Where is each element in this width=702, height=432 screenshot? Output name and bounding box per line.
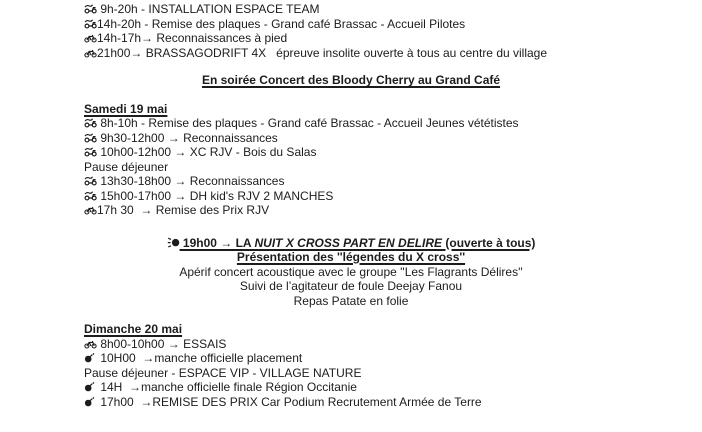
concert-banner-text: En soirée Concert des Bloody Cherry au Grand Café <box>201 73 501 87</box>
schedule-line <box>84 46 702 61</box>
schedule-text: 14h-20h - Remise des plaques - Grand café Brassac - Accueil Pilotes <box>97 16 466 31</box>
schedule-text: 21h00→ BRASSAGODRIFT 4X épreuve insolite ouverte à tous au centre du village <box>97 45 548 60</box>
motorbike-icon <box>84 3 97 14</box>
motorbike-icon <box>84 18 97 29</box>
schedule-line <box>84 351 702 366</box>
presentation-line <box>0 250 702 265</box>
sunday-title: Dimanche 20 mai <box>84 322 183 336</box>
night-xcross-suffix: (ouverte à tous) <box>442 235 536 250</box>
schedule-line <box>84 189 702 204</box>
schedule-text: 9h-20h - INSTALLATION ESPACE TEAM <box>97 2 320 16</box>
bicycle-icon <box>84 204 97 215</box>
schedule-line <box>84 174 702 189</box>
schedule-line <box>84 17 702 32</box>
schedule-line <box>84 116 702 131</box>
schedule-line <box>84 380 702 395</box>
bomb-icon <box>84 352 97 363</box>
schedule-text: 8h00-10h00 → ESSAIS <box>97 336 227 351</box>
bicycle-icon <box>84 32 97 43</box>
schedule-line <box>84 337 702 352</box>
party-icon <box>167 237 180 248</box>
saturday-title: Samedi 19 mai <box>84 101 168 116</box>
schedule-text: 9h30-12h00 → Reconnaissances <box>97 130 278 145</box>
schedule-text: Pause déjeuner <box>84 159 169 174</box>
repas-line: Repas Patate en folie <box>293 293 409 308</box>
schedule-line <box>84 203 702 218</box>
aperitif-line: Apérif concert acoustique avec le groupe ''Les Flagrants Délires'' <box>179 264 523 279</box>
schedule-text: 13h30-18h00 → Reconnaissances <box>97 174 285 188</box>
bomb-icon <box>84 396 97 407</box>
saturday-section <box>0 101 702 218</box>
bicycle-icon <box>84 338 97 349</box>
night-xcross-underlined <box>167 236 536 250</box>
schedule-text: 17h 30 → Remise des Prix RJV <box>97 203 270 217</box>
schedule-text: 14h-17h→ Reconnaissances à pied <box>97 31 288 45</box>
motorbike-icon <box>84 117 97 128</box>
schedule-line <box>84 2 702 17</box>
bicycle-icon <box>84 47 97 58</box>
schedule-line <box>84 395 702 410</box>
friday-section <box>0 2 702 60</box>
schedule-text: 8h-10h - Remise des plaques - Grand café Brassac - Accueil Jeunes vététistes <box>97 116 519 130</box>
schedule-line <box>84 31 702 46</box>
schedule-line <box>84 145 702 160</box>
night-xcross-line <box>0 236 702 251</box>
night-xcross-title: NUIT X CROSS PART EN DELIRE <box>254 235 443 250</box>
sunday-section <box>0 322 702 409</box>
deejay-line: Suivi de l’agitateur de foule Deejay Fanou <box>239 279 463 293</box>
evening-section <box>0 218 702 323</box>
motorbike-icon <box>84 175 97 186</box>
schedule-text: 10h00-12h00 → XC RJV - Bois du Salas <box>97 145 317 159</box>
night-xcross-prefix: 19h00 → LA <box>179 235 255 250</box>
motorbike-icon <box>84 190 97 201</box>
schedule-text: 15h00-17h00 → DH kid's RJV 2 MANCHES <box>97 188 334 203</box>
bomb-icon <box>84 381 97 392</box>
concert-banner <box>0 60 702 101</box>
schedule-text: Pause déjeuner - ESPACE VIP - VILLAGE NATURE <box>84 365 362 380</box>
schedule-text: 14H →manche officielle finale Région Occitanie <box>97 380 357 394</box>
schedule-text: 17h00 →REMISE DES PRIX Car Podium Recrutement Armée de Terre <box>97 394 482 409</box>
schedule-line <box>84 366 702 381</box>
motorbike-icon <box>84 132 97 143</box>
presentation-text: Présentation des ''légendes du X cross'' <box>236 250 466 264</box>
schedule-text: 10H00 →manche officielle placement <box>97 351 303 365</box>
schedule-line <box>84 131 702 146</box>
motorbike-icon <box>84 146 97 157</box>
schedule-line <box>84 160 702 175</box>
